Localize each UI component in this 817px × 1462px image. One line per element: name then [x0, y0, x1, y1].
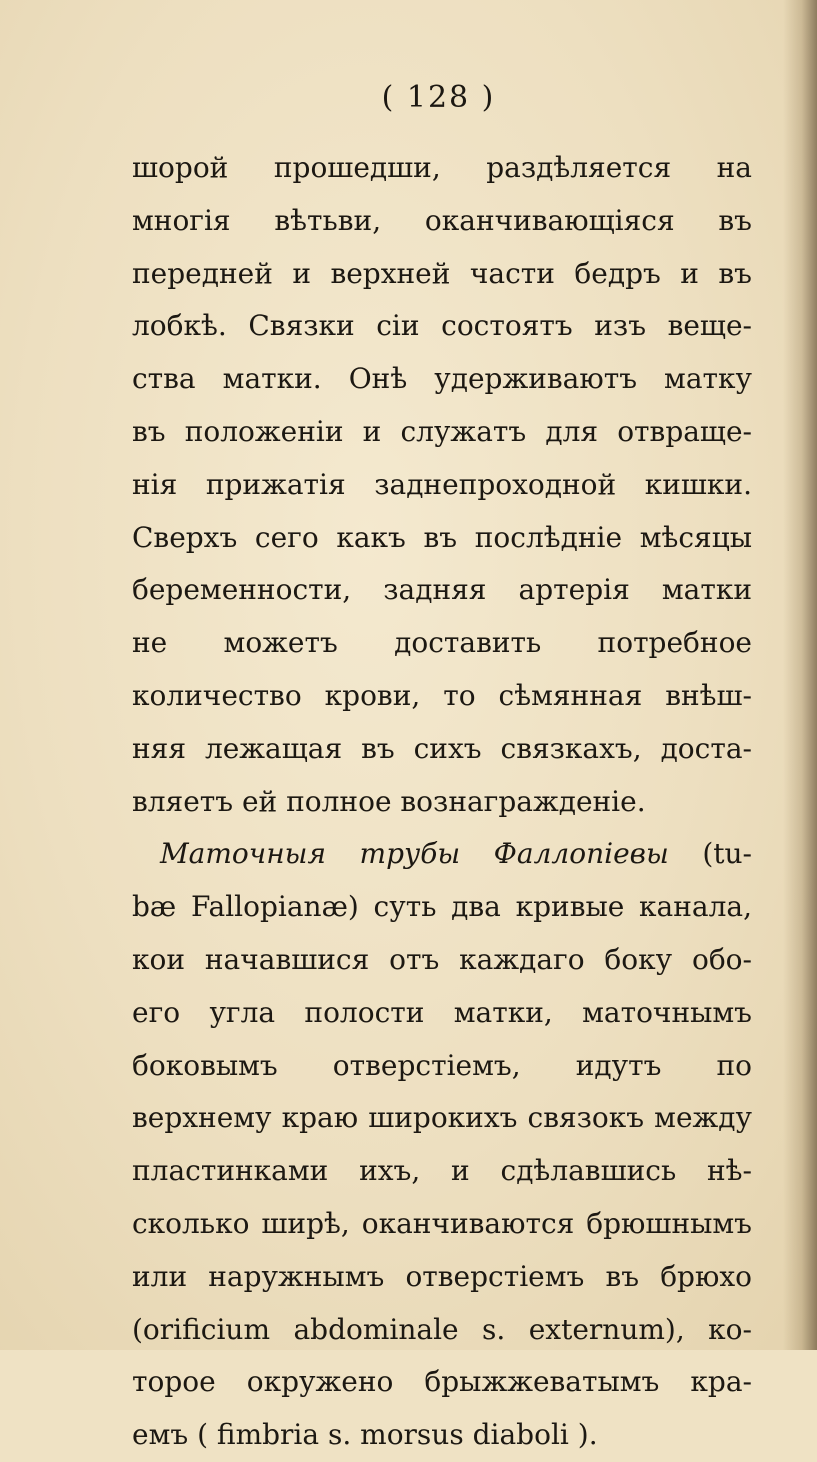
- text-line: беременности, задняя артерія матки: [132, 573, 752, 607]
- text-line: ства матки. Онѣ удерживаютъ матку: [132, 362, 752, 396]
- text-line: его угла полости матки, маточнымъ: [132, 995, 752, 1029]
- text-line: Сверхъ сего какъ въ послѣдніе мѣсяцы: [132, 520, 752, 554]
- text-line: передней и верхней части бедръ и въ: [132, 256, 752, 290]
- page-number: ( 128 ): [381, 80, 496, 115]
- text-line: пластинками ихъ, и сдѣлавшись нѣ-: [132, 1154, 752, 1188]
- text-line: няя лежащая въ сихъ связкахъ, доста-: [132, 731, 752, 765]
- text-line: боковымъ отверстіемъ, идутъ по: [132, 1048, 752, 1082]
- text-line: вляетъ ей полное вознагражденіе.: [132, 784, 646, 818]
- text-line: bæ Fallopianæ) суть два кривые канала,: [132, 890, 752, 924]
- text-line: многія вѣтьви, оканчивающіяся въ: [132, 203, 752, 237]
- text-line: лобкѣ. Связки сіи состоятъ изъ веще-: [132, 309, 752, 343]
- text-line: или наружнымъ отверстіемъ въ брюхо: [132, 1259, 752, 1293]
- spine-shadow: [783, 0, 817, 1350]
- text-line: сколько ширѣ, оканчиваются брюшнымъ: [132, 1206, 752, 1240]
- text-line: въ положеніи и служатъ для отвраще-: [132, 414, 752, 448]
- text-line: кои начавшися отъ каждаго боку обо-: [132, 942, 752, 976]
- text-line: (orificium abdominale s. externum), ко-: [132, 1312, 752, 1346]
- text-line: емъ ( fimbria s. morsus diaboli ).: [132, 1418, 598, 1452]
- text-line: шорой прошедши, раздѣляется на: [132, 151, 752, 184]
- text-line: не можетъ доставить потребное: [132, 626, 752, 660]
- text-fragment: (tu-: [702, 837, 752, 871]
- text-line: количество крови, то сѣмянная внѣш-: [132, 678, 752, 712]
- text-line: торое окружено брыжжеватымъ кра-: [132, 1365, 752, 1399]
- italic-term: Маточныя трубы Фаллопіевы: [160, 837, 669, 871]
- paragraph-heading-line: [132, 828, 752, 881]
- text-line: верхнему краю широкихъ связокъ между: [132, 1101, 752, 1135]
- text-line: нія прижатія заднепроходной кишки.: [132, 467, 752, 501]
- body-text: [132, 142, 752, 1462]
